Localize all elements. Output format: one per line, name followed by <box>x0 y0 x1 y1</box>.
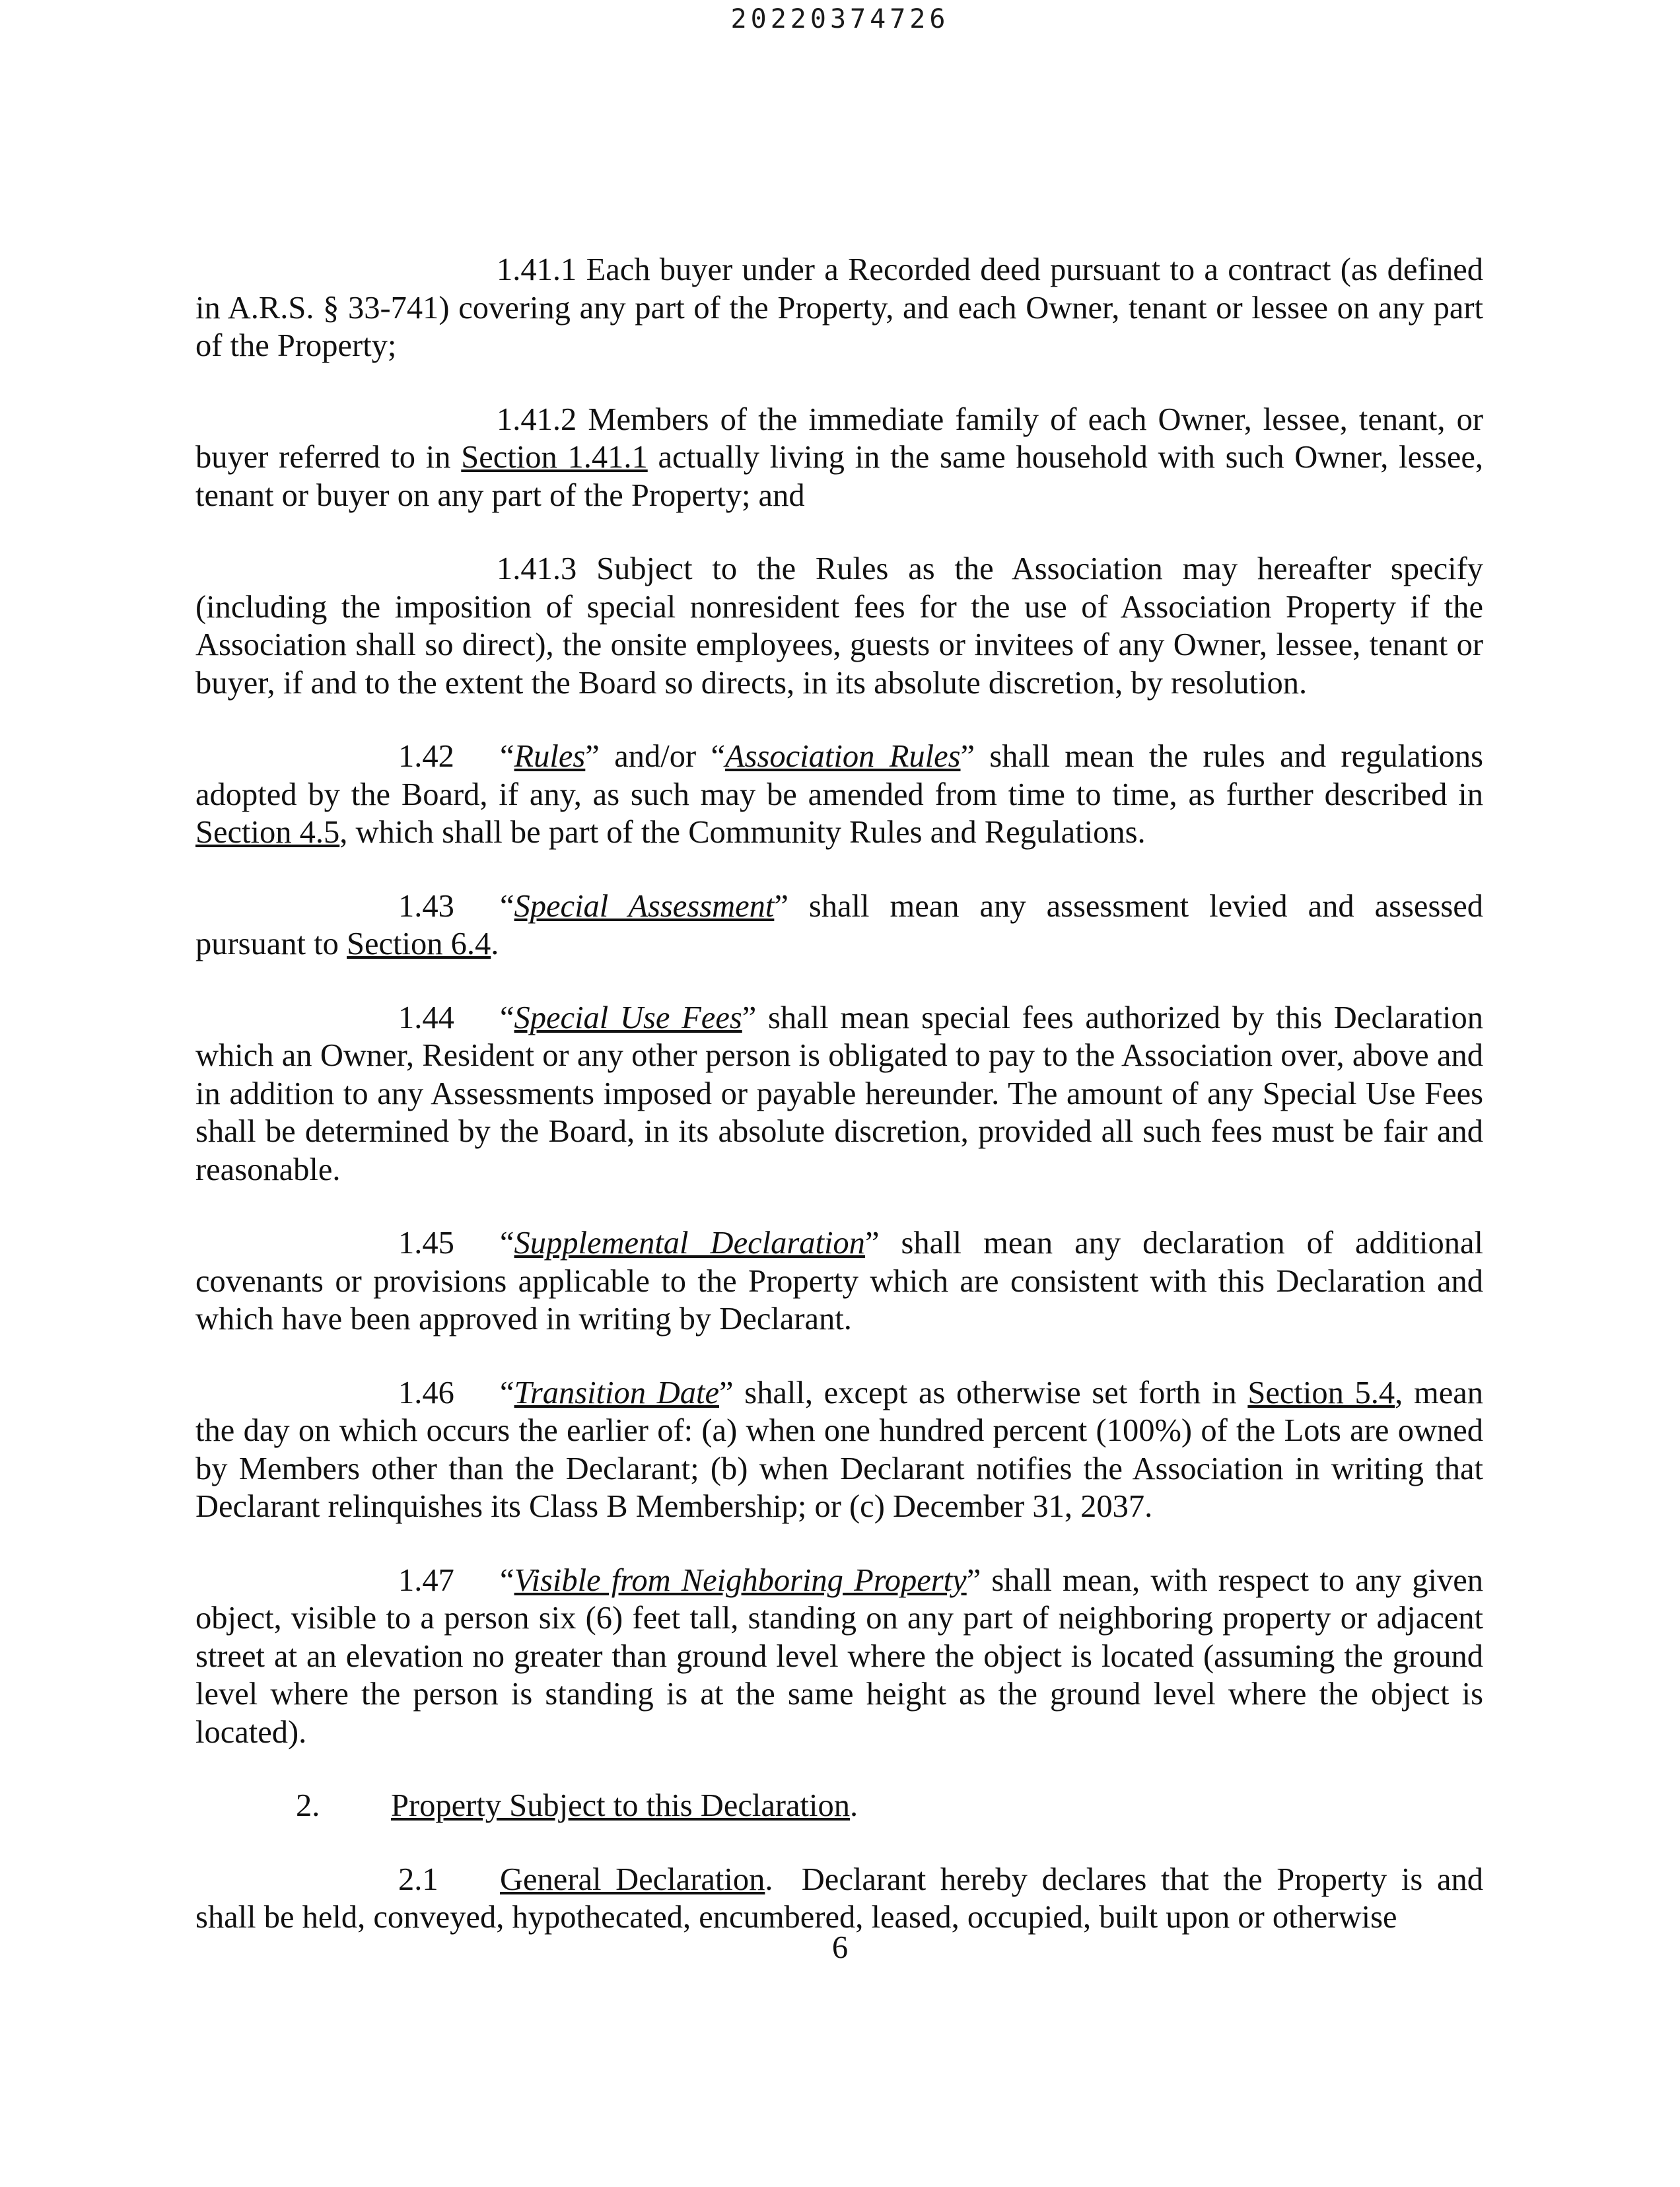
paragraph-text: shall mean, with respect to any given object, visible to a person six (6) feet tall, standing on any part of neighboring property or adjacent street at an elevation no greater than ground level where the object is located (assuming the ground level where the person is standing is at the same height as the ground level where the object is located). <box>195 1562 1484 1750</box>
section-number: 1.41.3 <box>497 551 577 586</box>
paragraph-text: shall, except as otherwise set forth in <box>744 1375 1237 1410</box>
section-title-end: . <box>765 1861 773 1897</box>
paragraph-2-1 <box>195 1861 1483 1937</box>
section-reference: Section 5.4 <box>1247 1375 1395 1410</box>
paragraph-1-45 <box>195 1224 1483 1338</box>
paragraph-text: , which shall be part of the Community Rules and Regulations. <box>339 815 1146 850</box>
quote-close: ” <box>742 1000 757 1035</box>
quote-open: “ <box>500 1562 514 1598</box>
section-number: 1.41.1 <box>497 252 577 287</box>
defined-term: Visible from Neighboring Property <box>514 1562 967 1598</box>
quote-close: ” <box>774 888 788 924</box>
paragraph-text: Declarant hereby declares that the Property is and shall be held, conveyed, hypothecated, encumbered, leased, occupied, built upon or otherwise <box>195 1861 1483 1935</box>
defined-term: Rules <box>514 739 586 774</box>
paragraph-text: shall mean any declaration of additional covenants or provisions applicable to the Property which are consistent with this Declaration and which have been approved in writing by Declarant. <box>195 1226 1483 1336</box>
section-reference: Section 6.4 <box>347 926 491 961</box>
paragraph-text: shall mean special fees authorized by this Declaration which an Owner, Resident or any other person is obligated to pay to the Association over, above and in addition to any Assessments imposed or payable hereunder. The amount of any Special Use Fees shall be determined by the Board, in its absolute discretion, provided all such fees must be fair and reasonable. <box>195 1000 1484 1187</box>
section-title-end: . <box>850 1788 858 1823</box>
paragraph-1-43 <box>195 887 1483 963</box>
section-2-heading <box>195 1787 1483 1825</box>
quote-open: “ <box>500 1000 514 1035</box>
paragraph-text: shall mean any assessment levied and assessed pursuant to <box>195 888 1483 961</box>
section-title: Property Subject to this Declaration <box>391 1788 851 1823</box>
section-number: 1.47 <box>398 1562 454 1598</box>
section-number: 1.44 <box>398 1000 454 1035</box>
section-number: 1.42 <box>398 739 454 774</box>
section-reference: Section 1.41.1 <box>461 440 648 475</box>
section-number: 2. <box>296 1788 320 1823</box>
defined-term: Special Use Fees <box>514 1000 742 1035</box>
section-reference: Section 4.5 <box>195 815 340 850</box>
paragraph-text: Subject to the Rules as the Association may hereafter specify (including the imposition of special nonresident fees for the use of Association Property if the Association shall so direct), the onsite employees, guests or invitees of any Owner, lessee, tenant or buyer, if and to the extent the Board so directs, in its absolute discretion, by resolution. <box>195 551 1484 701</box>
quote-open: “ <box>500 1226 514 1261</box>
paragraph-1-47 <box>195 1562 1483 1752</box>
paragraph-1-41-2 <box>195 401 1483 515</box>
quote-close: ” <box>864 1226 880 1261</box>
quote-open: “ <box>500 888 514 924</box>
section-number: 2.1 <box>398 1861 438 1897</box>
defined-term: Special Assessment <box>514 888 775 924</box>
defined-term: Supplemental Declaration <box>514 1226 865 1261</box>
paragraph-1-41-1 <box>195 251 1483 365</box>
quote-close: ” <box>960 739 975 774</box>
paragraph-1-41-3 <box>195 550 1483 702</box>
section-number: 1.43 <box>398 888 454 924</box>
paragraph-text: . <box>491 926 499 961</box>
paragraph-text: Members of the immediate family of each Owner, lessee, tenant, or buyer referred to in <box>195 401 1483 475</box>
section-number: 1.41.2 <box>497 401 577 437</box>
page-number: 6 <box>831 1930 849 1965</box>
section-number: 1.46 <box>398 1375 454 1410</box>
paragraph-1-44 <box>195 999 1483 1189</box>
paragraph-text: , mean the day on which occurs the earlier of: (a) when one hundred percent (100%) of the Lots are owned by Members other than the Declarant; (b) when Declarant notifies the Association in writing that Declarant relinquishes its Class B Membership; or (c) December 31, 2037. <box>195 1375 1484 1524</box>
quote-close: ” <box>719 1375 734 1410</box>
section-title: General Declaration <box>500 1861 765 1897</box>
document-number-header: 20220374726 <box>730 4 950 34</box>
paragraph-text: actually living in the same household with such Owner, lessee, tenant or buyer on any part of the Property; and <box>195 440 1484 513</box>
paragraph-text: shall mean the rules and regulations adopted by the Board, if any, as such may be amended from time to time, as further described in <box>195 739 1484 812</box>
document-body <box>195 251 1483 1937</box>
section-number: 1.45 <box>398 1226 454 1261</box>
paragraph-1-42 <box>195 738 1483 852</box>
paragraph-1-46 <box>195 1374 1483 1526</box>
quote-mid: ” and/or “ <box>585 739 726 774</box>
defined-term: Transition Date <box>514 1375 719 1410</box>
paragraph-text: Each buyer under a Recorded deed pursuant to a contract (as defined in A.R.S. § 33-741) covering any part of the Property, and each Owner, tenant or lessee on any part of the Property; <box>195 252 1484 363</box>
quote-close: ” <box>966 1562 981 1598</box>
quote-open: “ <box>500 739 514 774</box>
quote-open: “ <box>500 1375 514 1410</box>
defined-term: Association Rules <box>725 739 961 774</box>
